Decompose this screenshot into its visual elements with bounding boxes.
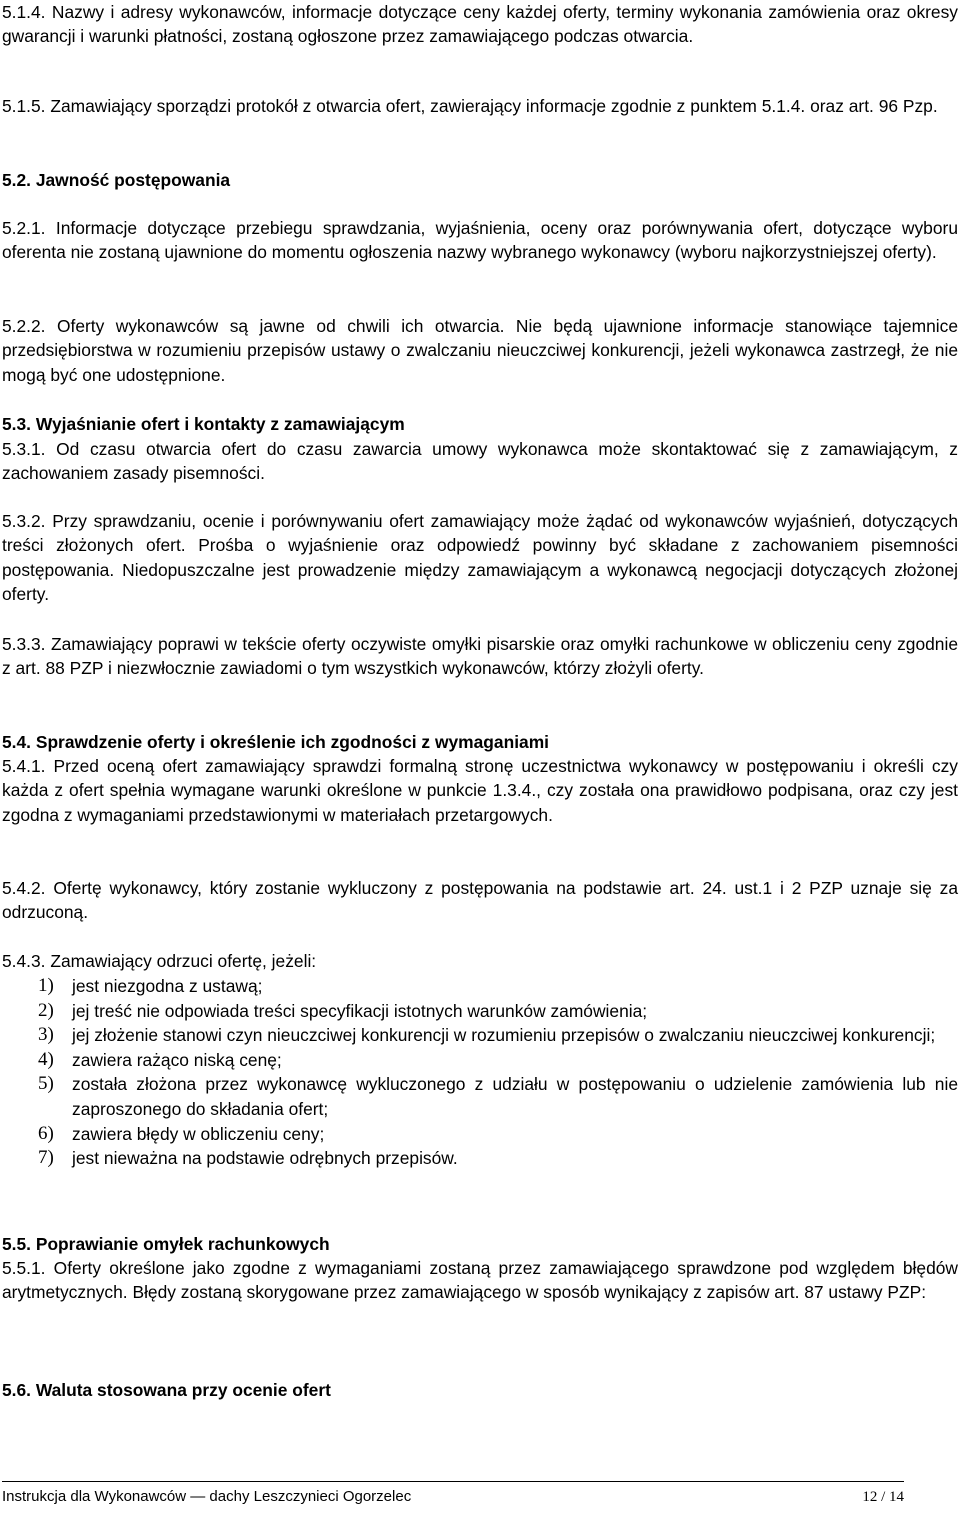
- list-item: [38, 1072, 958, 1121]
- heading-5-4: 5.4. Sprawdzenie oferty i określenie ich zgodności z wymaganiami: [2, 732, 550, 752]
- list-item-number: 6): [38, 1122, 54, 1144]
- list-item-number: 5): [38, 1073, 54, 1095]
- rejection-list: [38, 974, 958, 1171]
- list-item: [38, 1048, 958, 1073]
- paragraph-5-1-5: 5.1.5. Zamawiający sporządzi protokół z otwarcia ofert, zawierający informacje zgodnie z punktem 5.1.4. oraz art. 96 Pzp.: [2, 96, 938, 116]
- paragraph-5-2-2: 5.2.2. Oferty wykonawców są jawne od chwili ich otwarcia. Nie będą ujawnione informacje stanowiące tajemnice przedsiębiorstwa w rozumieniu przepisów ustawy o zwalczaniu nieuczciwej konkurencji, jeżeli wykonawca zastrzegł, że nie mogą być one udostępnione.: [2, 316, 958, 385]
- heading-5-3: 5.3. Wyjaśnianie ofert i kontakty z zamawiającym: [2, 414, 405, 434]
- paragraph-5-4-3: 5.4.3. Zamawiający odrzuci ofertę, jeżeli:: [2, 951, 317, 971]
- paragraph-5-3-2: 5.3.2. Przy sprawdzaniu, ocenie i porównywaniu ofert zamawiający może żądać od wykonawców wyjaśnień, dotyczących treści złożonych ofert. Prośba o wyjaśnienie oraz odpowiedź powinny być składane z zachowaniem pisemności postępowania. Niedopuszczalne jest prowadzenie między zamawiającym a wykonawcą negocjacji dotyczących złożonej oferty.: [2, 511, 958, 605]
- list-item-text: jej złożenie stanowi czyn nieuczciwej konkurencji w rozumieniu przepisów o zwalczaniu nieuczciwej konkurencji;: [72, 1025, 936, 1046]
- paragraph-5-1-4: 5.1.4. Nazwy i adresy wykonawców, informacje dotyczące ceny każdej oferty, terminy wykonania zamówienia oraz okresy gwarancji i warunki płatności, zostaną ogłoszone przez zamawiającego podczas otwarcia.: [2, 2, 958, 47]
- paragraph-5-3-1: 5.3.1. Od czasu otwarcia ofert do czasu zawarcia umowy wykonawca może skontaktować się z zamawiającym, z zachowaniem zasady pisemności.: [2, 439, 958, 484]
- list-item-number: 1): [38, 975, 54, 996]
- footer-divider: [2, 1481, 904, 1482]
- list-item: [38, 974, 958, 999]
- list-item-text: zawiera błędy w obliczeniu ceny;: [72, 1123, 325, 1144]
- page-footer: [2, 1486, 904, 1508]
- list-item-text: jest niezgodna z ustawą;: [72, 976, 263, 996]
- list-item-number: 2): [38, 999, 54, 1021]
- list-item-text: jej treść nie odpowiada treści specyfikacji istotnych warunków zamówienia;: [72, 1000, 648, 1021]
- heading-5-5: 5.5. Poprawianie omyłek rachunkowych: [2, 1234, 330, 1254]
- page-number: 12 / 14: [862, 1489, 904, 1505]
- heading-5-2: 5.2. Jawność postępowania: [2, 170, 231, 190]
- list-item: [38, 999, 958, 1024]
- list-item-text: zawiera rażąco niską cenę;: [72, 1049, 282, 1070]
- list-item-number: 4): [38, 1048, 54, 1070]
- footer-title: Instrukcja dla Wykonawców — dachy Leszczyniecі Ogorzelec: [2, 1488, 412, 1505]
- list-item: [38, 1023, 958, 1048]
- paragraph-5-4-1: 5.4.1. Przed oceną ofert zamawiający sprawdzi formalną stronę uczestnictwa wykonawcy w postępowaniu i określi czy każda z ofert spełnia wymagane warunki określone w punkcie 1.3.4., czy została ona prawidłowo podpisana, oraz czy jest zgodna z wymaganiami przedstawionymi w materiałach przetargowych.: [2, 756, 958, 825]
- paragraph-5-5-1: 5.5.1. Oferty określone jako zgodne z wymaganiami zostaną przez zamawiającego sprawdzone pod względem błędów arytmetycznych. Błędy zostaną skorygowane przez zamawiającego w sposób wynikający z zapisów art. 87 ustawy PZP:: [2, 1258, 958, 1303]
- list-item: [38, 1122, 958, 1147]
- list-item-text: została złożona przez wykonawcę wykluczonego z udziału w postępowaniu o udzielenie zamówienia lub nie zaproszonego do składania ofert;: [72, 1074, 958, 1119]
- paragraph-5-2-1: 5.2.1. Informacje dotyczące przebiegu sprawdzania, wyjaśnienia, oceny oraz porównywania ofert, dotyczące wyboru oferenta nie zostaną ujawnione do momentu ogłoszenia nazwy wybranego wykonawcy (wyboru najkorzystniejszej oferty).: [2, 218, 958, 263]
- paragraph-5-4-2: 5.4.2. Ofertę wykonawcy, który zostanie wykluczony z postępowania na podstawie art. 24. ust.1 i 2 PZP uznaje się za odrzuconą.: [2, 878, 958, 923]
- heading-5-6: 5.6. Waluta stosowana przy ocenie ofert: [2, 1380, 331, 1400]
- list-item-text: jest nieważna na podstawie odrębnych przepisów.: [72, 1148, 458, 1169]
- paragraph-5-3-3: 5.3.3. Zamawiający poprawi w tekście oferty oczywiste omyłki pisarskie oraz omyłki rachunkowe w obliczeniu ceny zgodnie z art. 88 PZP i niezwłocznie zawiadomi o tym wszystkich wykonawców, którzy złożyli oferty.: [2, 634, 958, 679]
- list-item-number: 3): [38, 1024, 54, 1046]
- list-item: [38, 1146, 958, 1171]
- list-item-number: 7): [38, 1147, 54, 1169]
